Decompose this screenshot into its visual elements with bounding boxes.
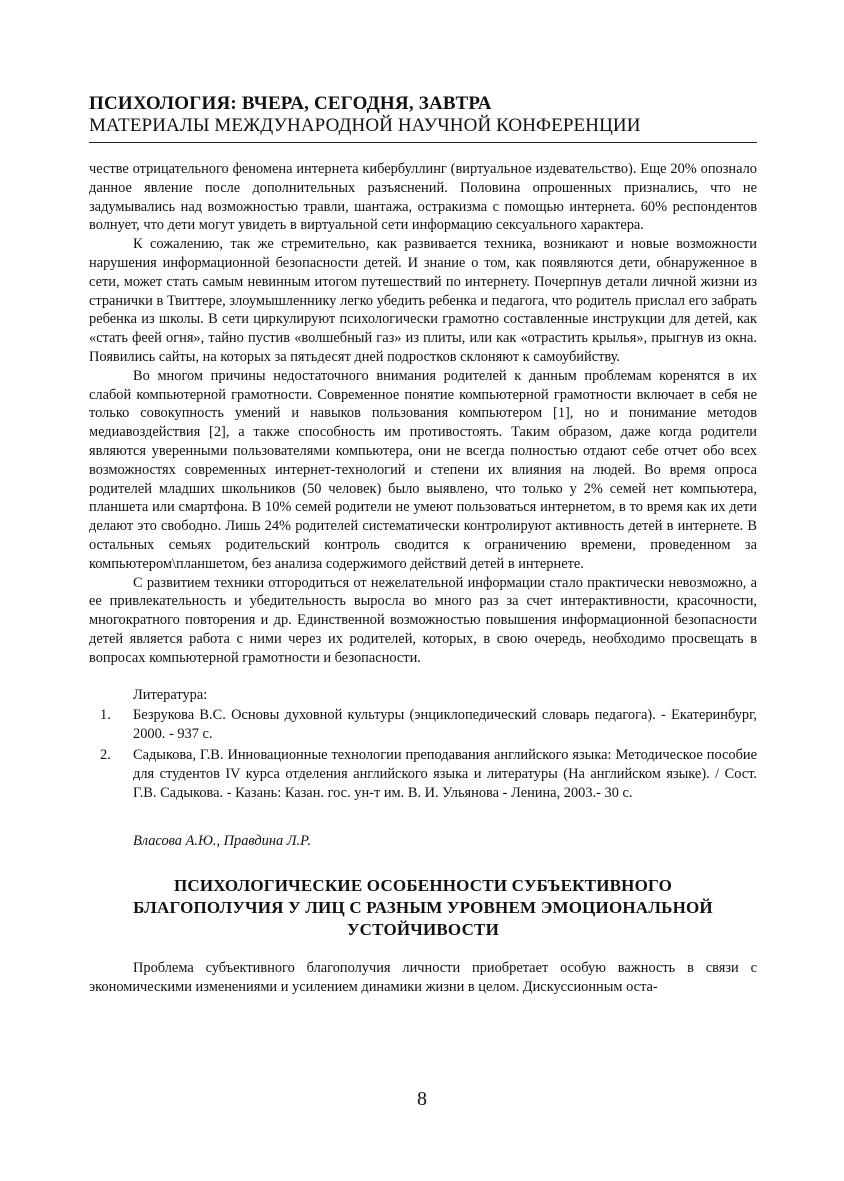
reference-number: 2. <box>100 746 111 763</box>
reference-text: Садыкова, Г.В. Инновационные технологии преподавания английского языка: Методическое пособие для студентов IV курса отделения английского языка и литературы (На английском языке). / Сост. Г.В. Садыкова. - Казань: Казан. гос. ун-т им. В. И. Ульянова - Ленина, 2003.- 30 с. <box>133 746 757 801</box>
reference-item <box>89 706 757 744</box>
paragraph-continued: честве отрицательного феномена интернета кибербуллинг (виртуальное издевательство). Еще 20% опознало данное явление после дополнительных разъяснений. Половина опрошенных признались, что не задумывались над возможностью травли, шантажа, остракизма с помощью интернета. 60% респондентов волнует, что дети могут увидеть в виртуальной сети информацию сексуального характера. <box>89 161 757 234</box>
header-title: ПСИХОЛОГИЯ: ВЧЕРА, СЕГОДНЯ, ЗАВТРА <box>89 93 492 114</box>
running-header <box>89 93 761 137</box>
reference-number: 1. <box>100 707 111 724</box>
paragraph: К сожалению, так же стремительно, как развивается техника, возникают и новые возможности нарушения информационной безопасности детей. И знание о том, как появляются дети, обнаруженное в сети, может стать самым невинным итогом путешествий по интернету. Почерпнув детали личной жизни из странички в Твиттере, злоумышленнику легко убедить ребенка и педагога, что родитель прислал его забрать ребенка из школы. В сети циркулируют психологически грамотно составленные инструкции для детей, как «стать феей огня», тайно пустив «волшебный газ» из плиты, или как «отрастить крылья», прыгнув из окна. Появились сайты, на которых за пятьдесят дней подростков склоняют к самоубийству. <box>89 236 757 365</box>
article-title: ПСИХОЛОГИЧЕСКИЕ ОСОБЕННОСТИ СУБЪЕКТИВНОГО БЛАГОПОЛУЧИЯ У ЛИЦ С РАЗНЫМ УРОВНЕМ ЭМОЦИОНАЛЬНОЙ УСТОЙЧИВОСТИ <box>133 876 713 940</box>
header-rule <box>89 142 757 143</box>
header-subtitle: МАТЕРИАЛЫ МЕЖДУНАРОДНОЙ НАУЧНОЙ КОНФЕРЕНЦИИ <box>89 115 641 136</box>
article-first-paragraph: Проблема субъективного благополучия личности приобретает особую важность в связи с экономическими изменениями и усилением динамики жизни в целом. Дискуссионным оста- <box>89 960 757 995</box>
reference-text: Безрукова В.С. Основы духовной культуры (энциклопедический словарь педагога). - Екатеринбург, 2000. - 937 с. <box>133 707 757 743</box>
paragraph: С развитием техники отгородиться от нежелательной информации стало практически невозможно, а ее привлекательность и убедительность выросла во много раз за счет интерактивности, красочности, многократного повторения и др. Единственной возможностью повышения информационной безопасности детей является работа с ними через их родителей, которых, в свою очередь, необходимо просвещать в вопросах компьютерной грамотности и безопасности. <box>89 574 757 666</box>
paragraph: Во многом причины недостаточного внимания родителей к данным проблемам коренятся в их слабой компьютерной грамотности. Современное понятие компьютерной грамотности включает в себя не только совокупность умений и навыков пользования компьютером [1], но и понимание методов медиавоздействия [2], а также способность им противостоять. Таким образом, даже когда родители являются уверенными пользователями компьютера, они не всегда полностью отдают себе отчет обо всех возможностях современных интернет-технологий и степени их влияния на людей. Во время опроса родителей младших школьников (50 человек) было выявлено, что только у 2% семей нет компьютера, планшета или смартфона. В 10% семей родители не умеют пользоваться интернетом, в то время как их дети делают это свободно. Лишь 24% родителей систематически контролируют активность детей в интернете. В остальных семьях родительский контроль сводится к ограничению времени, проведенном за компьютером\планшетом, без анализа содержимого действий детей в интернете. <box>89 367 757 572</box>
literature-heading: Литература: <box>133 686 208 703</box>
reference-item <box>89 746 757 802</box>
reference-list <box>89 706 757 802</box>
page-number: 8 <box>417 1088 427 1110</box>
page-body <box>89 160 757 997</box>
article-authors: Власова А.Ю., Правдина Л.Р. <box>133 833 312 850</box>
